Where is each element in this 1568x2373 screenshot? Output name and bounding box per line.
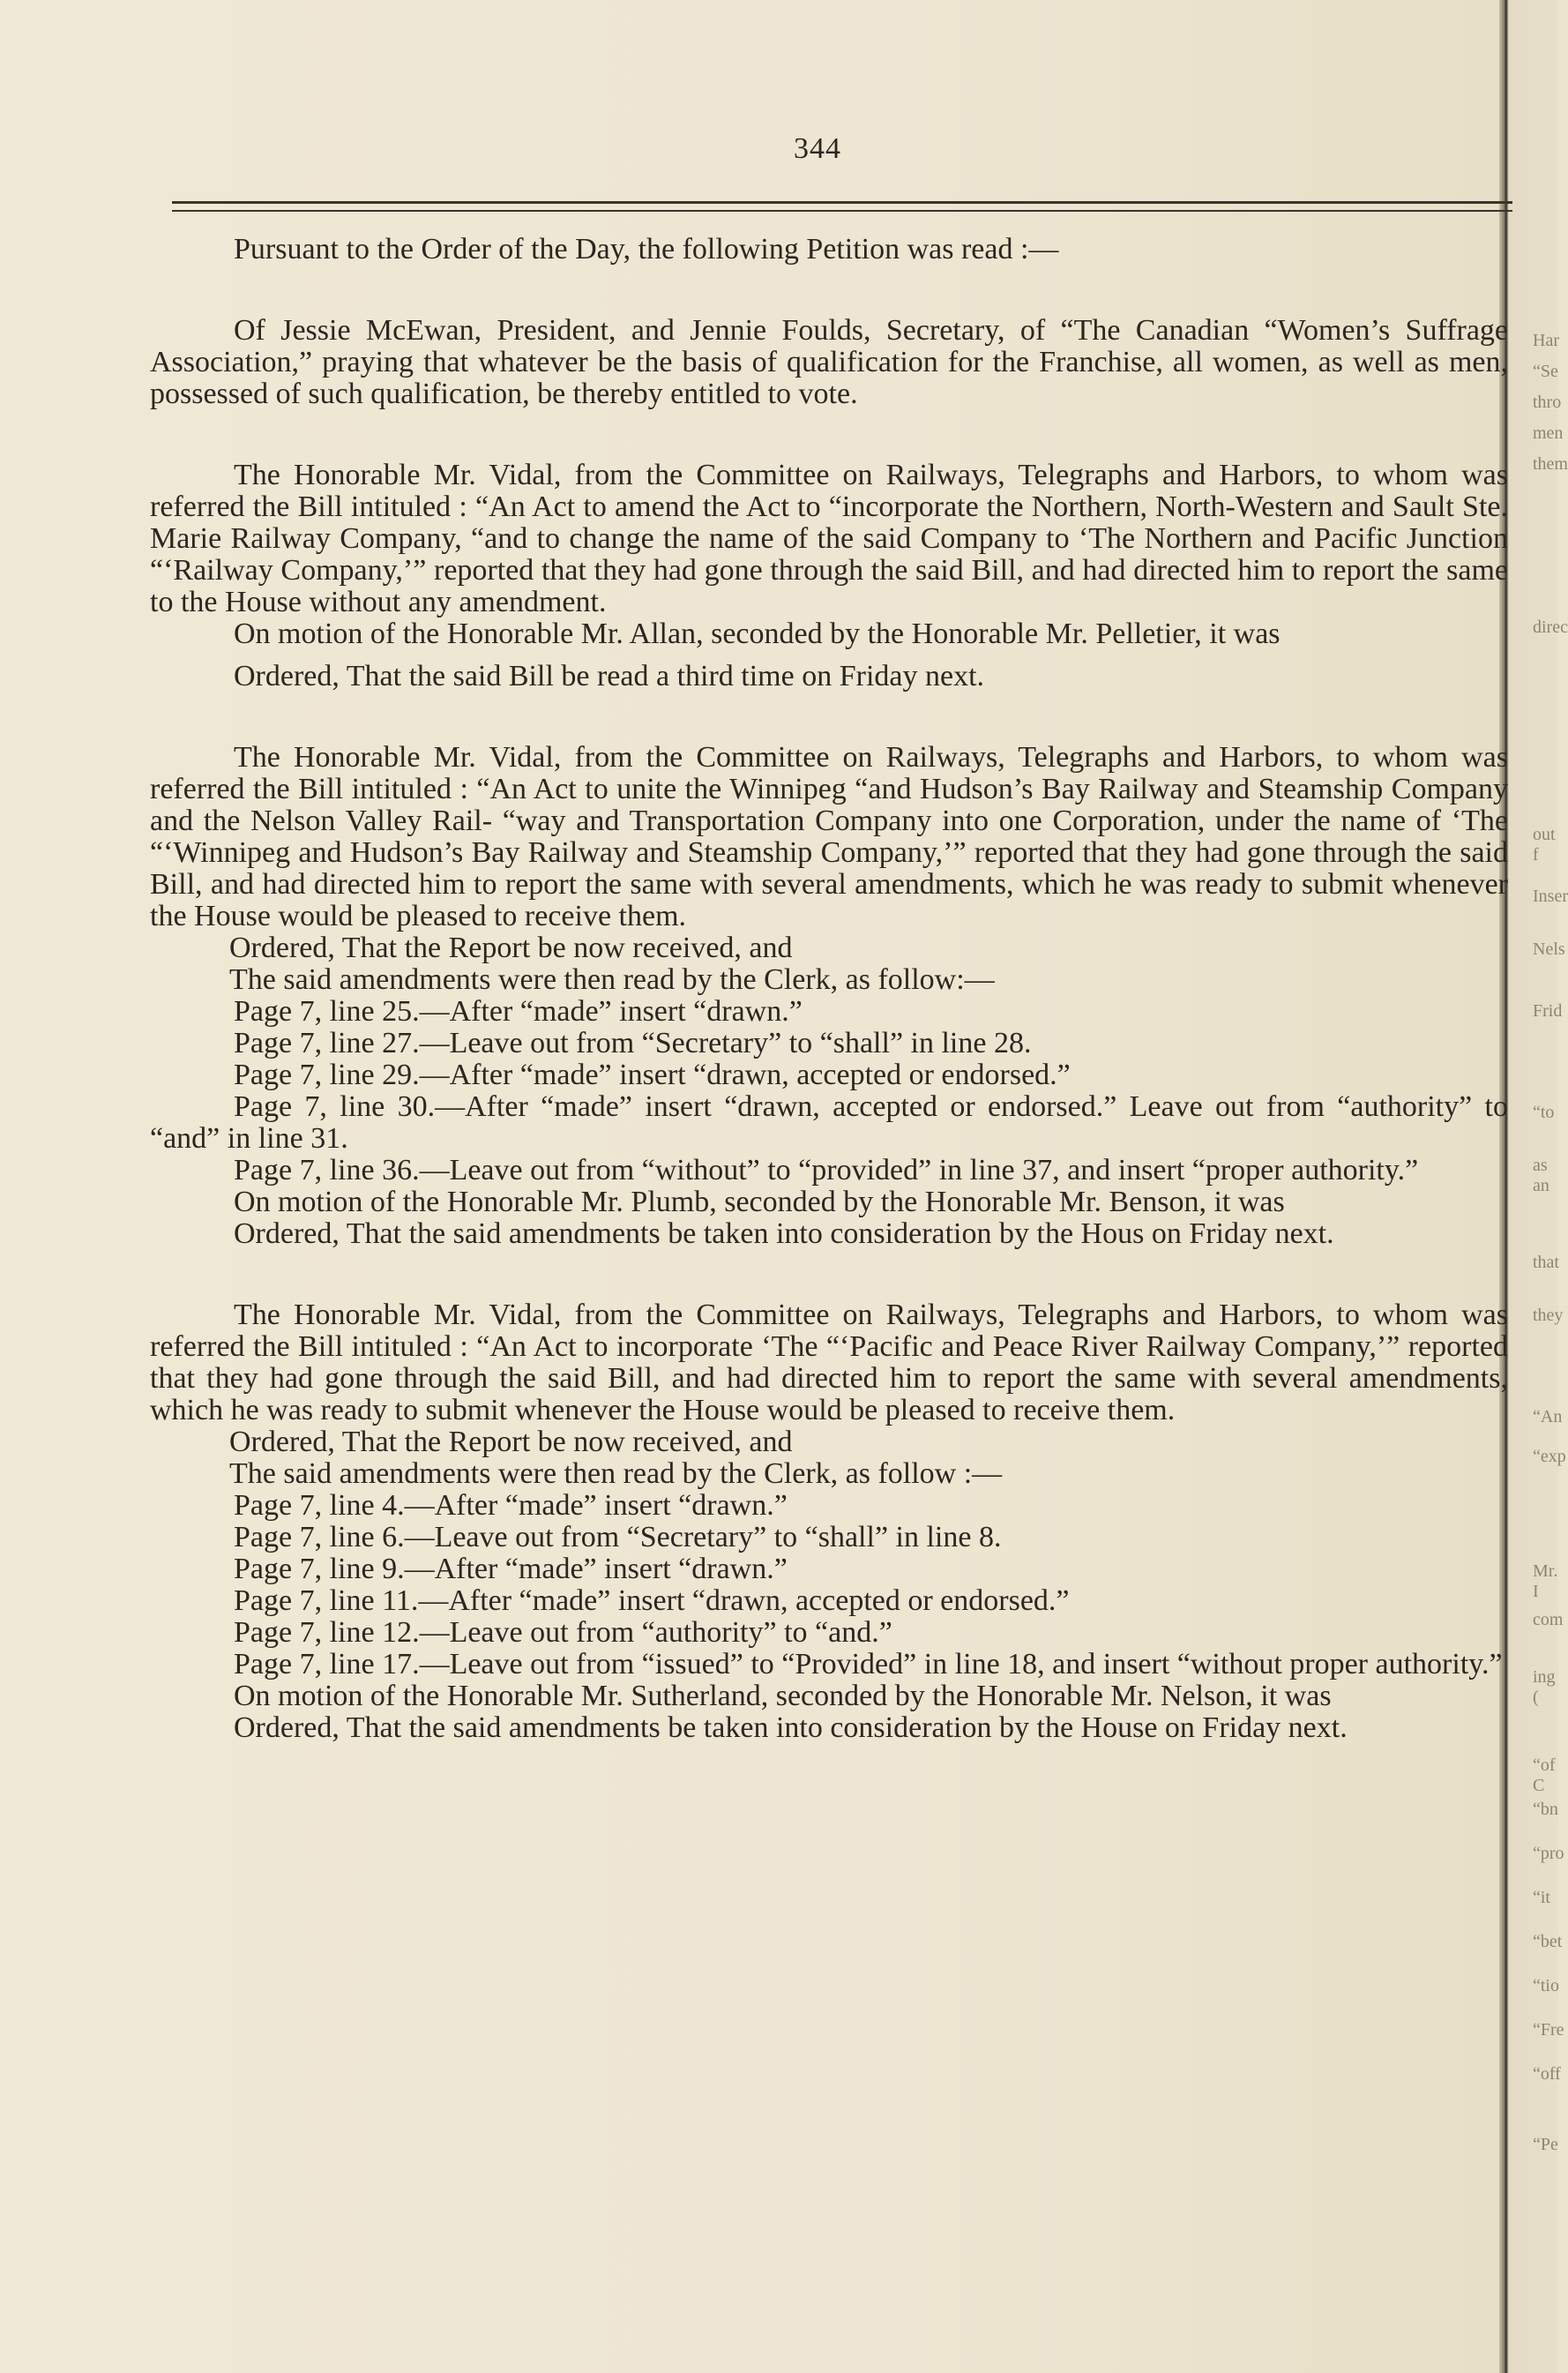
gutter-fragment: men [1533, 423, 1564, 443]
gutter-fragment: “bn [1533, 1800, 1558, 1819]
report3-amendment: Page 7, line 6.—Leave out from “Secretary” to “shall” in line 8. [234, 1521, 1002, 1553]
gutter-fragment: “to [1533, 1103, 1555, 1122]
gutter-fragment: “of C [1533, 1755, 1556, 1795]
gutter-fragment: “bet [1533, 1932, 1563, 1951]
report2-amendment: Page 7, line 27.—Leave out from “Secretary” to “shall” in line 28. [234, 1027, 1032, 1059]
gutter-fragment: “Se [1533, 362, 1558, 381]
report1-paragraph: The Honorable Mr. Vidal, from the Committee on Railways, Telegraphs and Harbors, to whom was referred the Bill intituled : “An Act to amend the Act to “incorporate the Northern, North-Western and Sault Ste. Marie Railway Company, “and to change the name of the said Company to ‘The Northern and Pacific Junction “‘Railway Company,’” reported that they had gone through the said Bill, and had directed him to report the same to the House without any amendment. [150, 459, 1508, 618]
intro-line: Pursuant to the Order of the Day, the following Petition was read :— [234, 233, 1059, 266]
gutter-fragment: com [1533, 1610, 1564, 1629]
gutter-fragment: out f [1533, 825, 1556, 865]
report3-amendment: Page 7, line 11.—After “made” insert “drawn, accepted or endorsed.” [234, 1584, 1070, 1617]
gutter-fragment: “tio [1533, 1976, 1559, 1995]
report3-amendment: Page 7, line 4.—After “made” insert “drawn.” [234, 1489, 788, 1522]
gutter-fragment: ing ( [1533, 1667, 1556, 1707]
report2-read-by-clerk: The said amendments were then read by the Clerk, as follow:— [229, 963, 995, 996]
gutter-fragment: Nels [1533, 939, 1565, 959]
gutter-fragment: “Pe [1533, 2135, 1558, 2154]
gutter-fragment: Mr. I [1533, 1561, 1558, 1601]
gutter-fragment: “An [1533, 1407, 1563, 1426]
page-number: 344 [794, 132, 841, 165]
report3-amendment: Page 7, line 17.—Leave out from “issued” to “Provided” in line 18, and insert “without proper authority.” [234, 1648, 1503, 1681]
gutter-fragment: they [1533, 1306, 1564, 1325]
petition-paragraph: Of Jessie McEwan, President, and Jennie Foulds, Secretary, of “The Canadian “Women’s Suffrage Association,” praying that whatever be the basis of qualification for the Franchise, all women, as well as men, possessed of such qualification, be thereby entitled to vote. [150, 314, 1508, 410]
report2-paragraph: The Honorable Mr. Vidal, from the Committee on Railways, Telegraphs and Harbors, to whom was referred the Bill intituled : “An Act to unite the Winnipeg “and Hudson’s Bay Railway and Steamship Company and the Nelson Valley Rail- “way and Transportation Company into one Corporation, under the name of ‘The “‘Winnipeg and Hudson’s Bay Railway and Steamship Company,’” reported that they had gone through the said Bill, and had directed him to report the same with several amendments, which he was ready to submit whenever the House would be pleased to receive them. [150, 741, 1508, 932]
report2-ordered-report: Ordered, That the Report be now received, and [229, 932, 793, 964]
report3-ordered: Ordered, That the said amendments be taken into consideration by the House on Friday next. [234, 1711, 1348, 1744]
gutter-fragment: that [1533, 1253, 1559, 1272]
gutter-fragment: them [1533, 454, 1568, 474]
gutter-fragment: “Fre [1533, 2020, 1564, 2040]
report2-motion: On motion of the Honorable Mr. Plumb, seconded by the Honorable Mr. Benson, it was [234, 1186, 1285, 1218]
report1-ordered: Ordered, That the said Bill be read a third time on Friday next. [234, 660, 985, 692]
header-rule-top [172, 201, 1512, 204]
page-content [150, 234, 1508, 1744]
report3-amendment: Page 7, line 9.—After “made” insert “drawn.” [234, 1553, 788, 1585]
report3-ordered-report: Ordered, That the Report be now received, and [229, 1426, 793, 1458]
gutter-fragment: “exp [1533, 1447, 1566, 1466]
gutter-fragment: “off [1533, 2064, 1561, 2084]
report3-amendment: Page 7, line 12.—Leave out from “authority” to “and.” [234, 1616, 892, 1649]
report2-ordered: Ordered, That the said amendments be taken into consideration by the Hous on Friday next. [234, 1217, 1334, 1250]
report3-motion: On motion of the Honorable Mr. Sutherland, seconded by the Honorable Mr. Nelson, it was [234, 1680, 1332, 1712]
report2-amendment: Page 7, line 29.—After “made” insert “drawn, accepted or endorsed.” [234, 1059, 1071, 1091]
report2-amendment: Page 7, line 36.—Leave out from “without” to “provided” in line 37, and insert “proper authority.” [234, 1154, 1419, 1186]
report3-read-by-clerk: The said amendments were then read by the Clerk, as follow :— [229, 1457, 1003, 1490]
gutter-fragment: Inser [1533, 887, 1568, 906]
header-rule-bottom [172, 210, 1512, 212]
gutter-fragment: direc [1533, 618, 1568, 637]
gutter-fragment: thro [1533, 393, 1562, 412]
report3-paragraph: The Honorable Mr. Vidal, from the Committee on Railways, Telegraphs and Harbors, to whom was referred the Bill intituled : “An Act to incorporate ‘The “‘Pacific and Peace River Railway Company,’” reported that they had gone through the said Bill, and had directed him to report the same with several amendments, which he was ready to submit whenever the House would be pleased to receive them. [150, 1299, 1508, 1426]
gutter-fragment: Frid [1533, 1001, 1563, 1021]
gutter-fragment: as an [1533, 1156, 1549, 1195]
gutter-fragment: “pro [1533, 1844, 1564, 1863]
report2-amendment: Page 7, line 25.—After “made” insert “drawn.” [234, 995, 803, 1028]
gutter-fragment: Har [1533, 331, 1559, 350]
gutter-fragment: “it [1533, 1888, 1550, 1907]
report2-amendment: Page 7, line 30.—After “made” insert “drawn, accepted or endorsed.” Leave out from “authority” to “and” in line 31. [150, 1090, 1508, 1155]
report1-motion: On motion of the Honorable Mr. Allan, seconded by the Honorable Mr. Pelletier, it was [234, 618, 1281, 650]
